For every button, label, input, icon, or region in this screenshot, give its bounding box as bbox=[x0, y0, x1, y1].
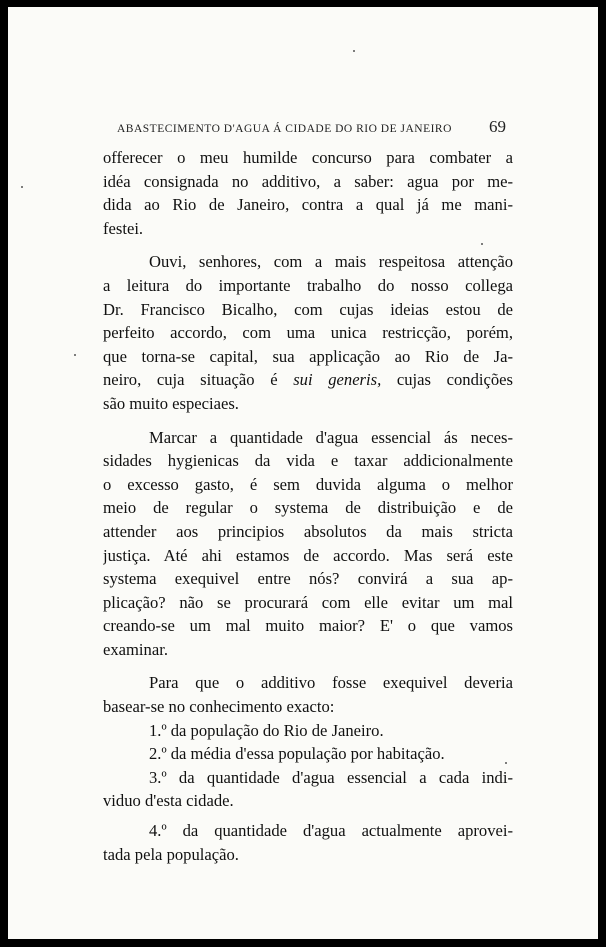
text-line: festei. bbox=[103, 218, 144, 238]
list-item: 4.º da quantidade d'agua actualmente aprovei- bbox=[149, 821, 513, 841]
text-line: dida ao Rio de Janeiro, contra a qual já me mani- bbox=[103, 195, 513, 215]
text-line: o excesso gasto, é sem duvida alguma o melhor bbox=[103, 474, 513, 494]
paper-speck bbox=[481, 243, 483, 245]
list-item: 3.º da quantidade d'agua essencial a cada indi- bbox=[149, 767, 513, 787]
paper-speck bbox=[74, 354, 76, 356]
text-line: a leitura do importante trabalho do nosso collega bbox=[103, 275, 513, 295]
text-line: justiça. Até ahi estamos de accordo. Mas será este bbox=[103, 545, 513, 565]
book-page bbox=[8, 7, 598, 939]
text-line: Marcar a quantidade d'agua essencial ás neces- bbox=[149, 427, 513, 447]
text-line: idéa consignada no additivo, a saber: agua por me- bbox=[103, 171, 513, 191]
text-line: sidades hygienicas da vida e taxar addicionalmente bbox=[103, 451, 513, 471]
list-item: 2.º da média d'essa população por habitação. bbox=[149, 744, 445, 764]
text-line: basear-se no conhecimento exacto: bbox=[103, 697, 335, 717]
text-line: que torna-se capital, sua applicação ao Rio de Ja- bbox=[103, 346, 513, 366]
text-line: attender aos principios absolutos da mais stricta bbox=[103, 521, 513, 541]
text-line: Ouvi, senhores, com a mais respeitosa attenção bbox=[149, 252, 513, 272]
text-line: offerecer o meu humilde concurso para combater a bbox=[103, 148, 513, 167]
text-line: systema exequivel entre nós? convirá a sua ap- bbox=[103, 569, 513, 589]
text-line-mixed bbox=[103, 368, 513, 392]
running-title: ABASTECIMENTO D'AGUA Á CIDADE DO RIO DE JANEIRO bbox=[117, 123, 452, 135]
paragraph-2 bbox=[103, 250, 513, 415]
text-line: plicação? não se procurará com elle evitar um mal bbox=[103, 592, 513, 612]
list-item: 1.º da população do Rio de Janeiro. bbox=[149, 720, 384, 740]
italic-phrase: sui generis, bbox=[293, 370, 382, 390]
paragraph-3 bbox=[103, 426, 513, 662]
text-line: examinar. bbox=[103, 639, 168, 659]
text-segment: neiro, cuja situação é bbox=[103, 370, 278, 390]
page-number: 69 bbox=[489, 117, 506, 136]
text-segment: cujas condições bbox=[396, 370, 513, 390]
text-line: creando-se um mal muito maior? E' o que vamos bbox=[103, 616, 513, 636]
text-line: Dr. Francisco Bicalho, com cujas ideias estou de bbox=[103, 299, 513, 319]
enumerated-list bbox=[103, 719, 513, 867]
paper-speck bbox=[505, 762, 507, 764]
list-item-continuation: viduo d'esta cidade. bbox=[103, 791, 234, 811]
text-line: perfeito accordo, com uma unica restricção, porém, bbox=[103, 323, 513, 343]
paper-speck bbox=[21, 186, 23, 188]
paragraph-4 bbox=[103, 671, 513, 718]
body-text bbox=[103, 146, 513, 866]
text-line: Para que o additivo fosse exequivel deveria bbox=[149, 673, 513, 693]
text-line: são muito especiaes. bbox=[103, 393, 239, 413]
paragraph-1 bbox=[103, 146, 513, 240]
paper-speck bbox=[353, 50, 355, 52]
list-item-continuation: tada pela população. bbox=[103, 844, 239, 864]
text-line: meio de regular o systema de distribuição e de bbox=[103, 498, 513, 518]
